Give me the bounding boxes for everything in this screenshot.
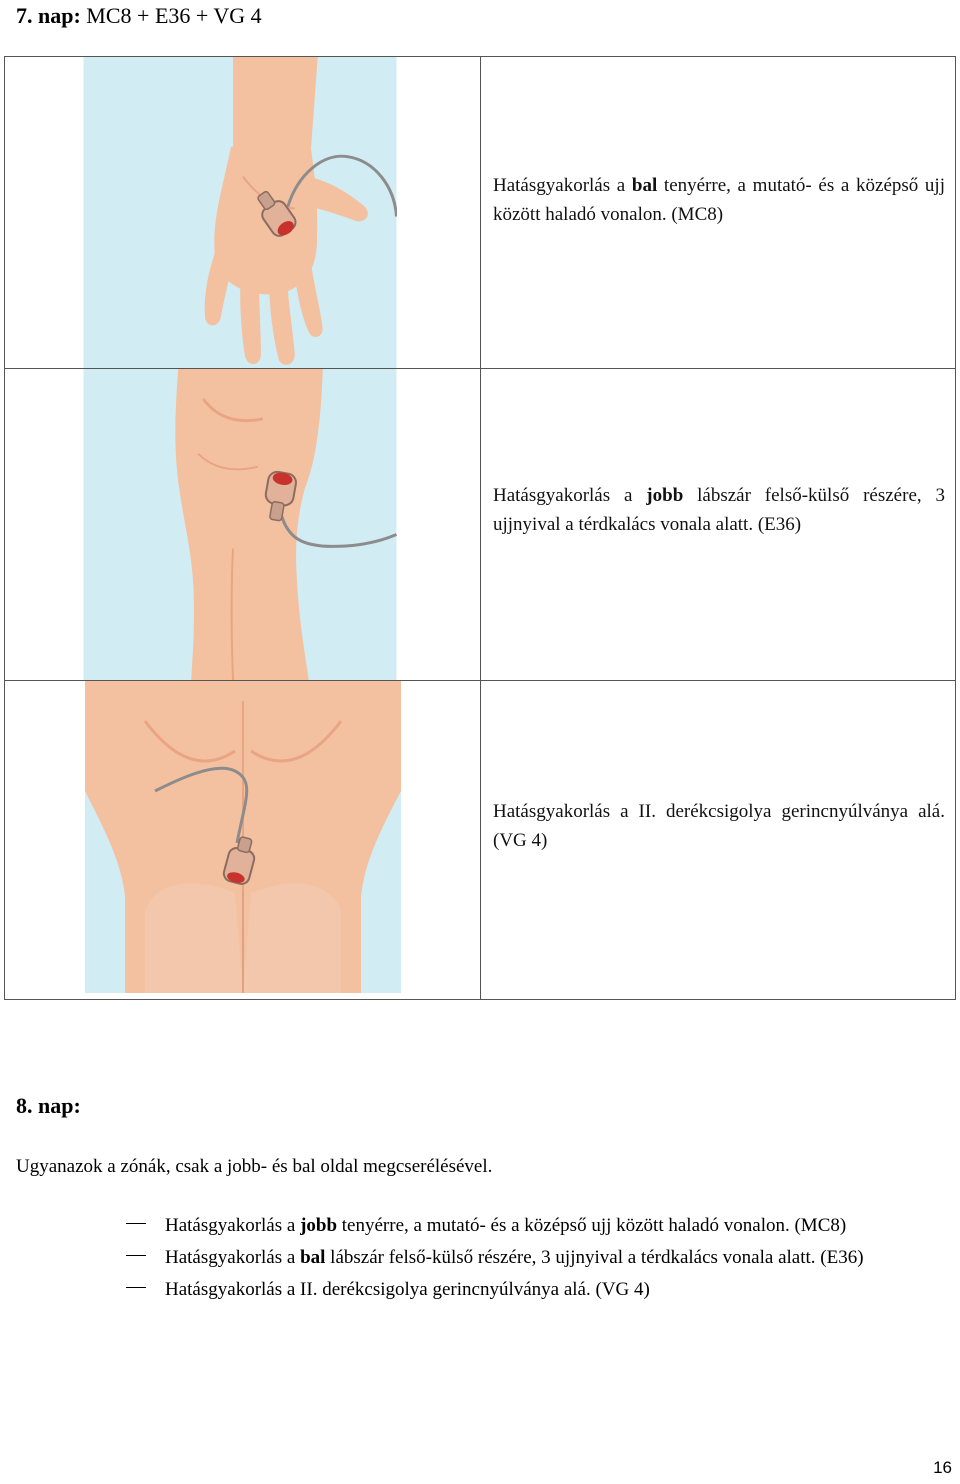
- page-number: 16: [933, 1458, 952, 1477]
- table-row-mc8: [5, 57, 955, 369]
- list-item-part1: Hatásgyakorlás a: [165, 1215, 301, 1236]
- back-electrode-illustration: [85, 681, 401, 993]
- instruction-text-vg4: Hatásgyakorlás a II. derékcsigolya gerincnyúlványa alá. (VG 4): [493, 801, 945, 851]
- list-item-text: [165, 1243, 953, 1272]
- image-cell-leg: [5, 369, 481, 680]
- leg-electrode-illustration: [83, 369, 397, 680]
- text-cell-e36: [482, 369, 955, 680]
- instruction-mc8-side: bal: [631, 175, 658, 196]
- dash-bullet: [126, 1287, 146, 1288]
- instruction-text-e36: [493, 481, 945, 539]
- list-item-text: [165, 1211, 953, 1240]
- instruction-text-mc8: [493, 171, 945, 229]
- image-cell-back: [5, 681, 481, 999]
- dash-bullet: [126, 1255, 146, 1256]
- day8-intro-text: Ugyanazok a zónák, csak a jobb- és bal oldal megcserélésével.: [16, 1156, 493, 1177]
- instruction-e36-side: jobb: [646, 485, 684, 506]
- day8-instruction-list: [0, 1211, 960, 1307]
- instruction-e36-part2: lábszár felső-külső részére, 3 ujjnyival a térdkalács vonala alatt. (E36): [493, 485, 945, 535]
- instruction-mc8-part1: Hatásgyakorlás a: [493, 175, 632, 196]
- instruction-e36-part1: Hatásgyakorlás a: [493, 485, 647, 506]
- list-item-side: jobb: [300, 1215, 338, 1236]
- list-item-part2: tenyérre, a mutató- és a középső ujj között haladó vonalon. (MC8): [337, 1215, 847, 1236]
- list-item: [0, 1275, 960, 1304]
- instruction-mc8-part2: tenyérre, a mutató- és a középső ujj között haladó vonalon. (MC8): [493, 175, 945, 225]
- list-item-side: bal: [300, 1247, 326, 1268]
- list-item-text: Hatásgyakorlás a II. derékcsigolya gerincnyúlványa alá. (VG 4): [165, 1279, 650, 1300]
- day7-title-points: MC8 + E36 + VG 4: [80, 3, 262, 28]
- dash-bullet: [126, 1223, 146, 1224]
- table-row-e36: [5, 369, 955, 681]
- list-item: [0, 1211, 960, 1240]
- table-row-vg4: [5, 681, 955, 999]
- day8-title: 8. nap:: [16, 1093, 81, 1118]
- day7-title-label: 7. nap:: [16, 3, 81, 28]
- list-item-part2: lábszár felső-külső részére, 3 ujjnyival a térdkalács vonala alatt. (E36): [325, 1247, 864, 1268]
- text-cell-mc8: [482, 57, 955, 368]
- list-item: [0, 1243, 960, 1272]
- list-item-part1: Hatásgyakorlás a: [165, 1247, 301, 1268]
- day7-title: [16, 2, 262, 30]
- image-cell-hand: [5, 57, 481, 368]
- text-cell-vg4: [482, 681, 955, 999]
- hand-electrode-illustration: [83, 57, 397, 368]
- treatment-table: [4, 56, 956, 1000]
